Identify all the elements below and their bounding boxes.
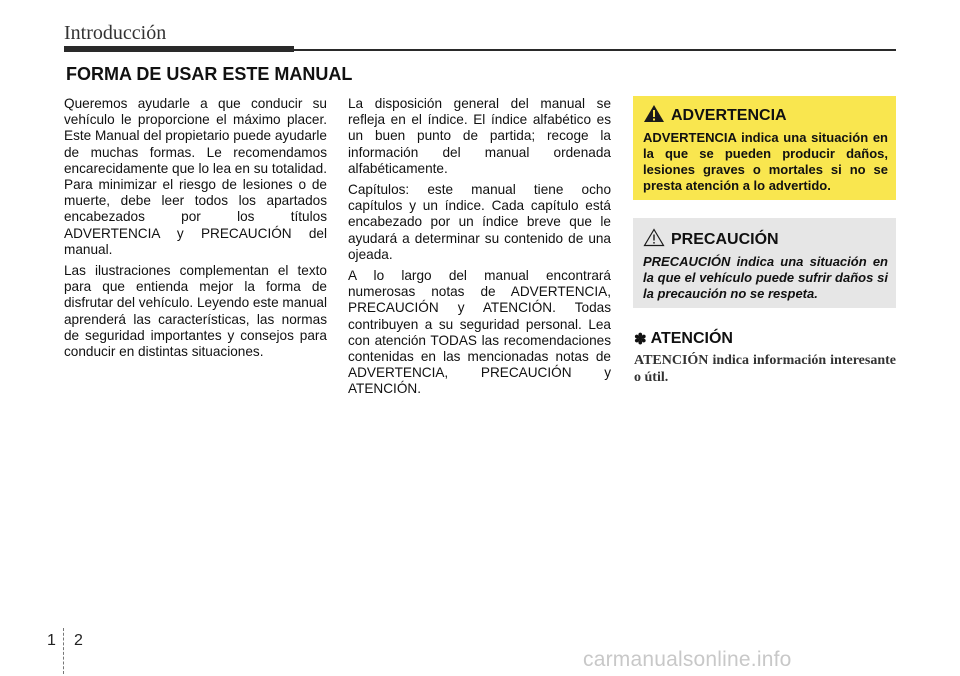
warning-header <box>643 104 888 128</box>
header-rule-thin <box>64 49 896 51</box>
text-column-2 <box>348 96 611 403</box>
text-column-1 <box>64 96 327 365</box>
warning-triangle-icon <box>643 104 665 128</box>
section-number: 1 <box>47 632 56 649</box>
paragraph: Capítulos: este manual tiene ocho capítulos y un índice. Cada capítulo está encabezado por un índice breve que le ayudará a determinar su contenido de una ojeada. <box>348 182 611 262</box>
note-title: ATENCIÓN <box>650 330 733 347</box>
caution-triangle-icon <box>643 228 665 252</box>
note-star-icon: ✽ <box>634 331 647 348</box>
warning-box <box>633 96 896 200</box>
section-title: FORMA DE USAR ESTE MANUAL <box>66 64 353 84</box>
caution-box <box>633 218 896 308</box>
note-heading <box>634 330 733 348</box>
caution-title: PRECAUCIÓN <box>671 231 779 248</box>
warning-text: ADVERTENCIA indica una situación en la que se pueden producir daños, lesiones graves o mortales si no se presta atención a lo advertido. <box>643 130 888 193</box>
paragraph: Queremos ayudarle a que conducir su vehículo le proporcione el máximo placer. Este Manual del propietario puede ayudarle de muchas formas. Le recomendamos encarecidamente que lo lea en su totalidad. Para minimizar el riesgo de lesiones o de muerte, debe leer todos los apartados encabezados por los títulos ADVERTENCIA y PRECAUCIÓN del manual. <box>64 96 327 257</box>
paragraph: La disposición general del manual se refleja en el índice. El índice alfabético es un buen punto de partida; recoge la información del manual ordenada alfabéticamente. <box>348 96 611 176</box>
page-number: 2 <box>74 632 83 649</box>
note-text: ATENCIÓN indica información interesante o útil. <box>634 353 896 385</box>
paragraph: A lo largo del manual encontrará numerosas notas de ADVERTENCIA, PRECAUCIÓN y ATENCIÓN. Todas contribuyen a su seguridad personal. Lea con atención TODAS las recomendaciones contenidas en las mencionadas notas de ADVERTENCIA, PRECAUCIÓN y ATENCIÓN. <box>348 268 611 397</box>
caution-text: PRECAUCIÓN indica una situación en la que el vehículo puede sufrir daños si la precaución no se respeta. <box>643 254 888 301</box>
paragraph: Las ilustraciones complementan el texto para que entienda mejor la forma de disfrutar del vehículo. Leyendo este manual aprenderá las características, las normas de seguridad importantes y consejos para conducir en distintas situaciones. <box>64 263 327 360</box>
warning-title: ADVERTENCIA <box>671 107 787 124</box>
watermark: carmanualsonline.info <box>583 648 792 671</box>
caution-header <box>643 228 888 252</box>
page-header-title: Introducción <box>64 22 167 44</box>
footer-divider <box>63 628 64 674</box>
